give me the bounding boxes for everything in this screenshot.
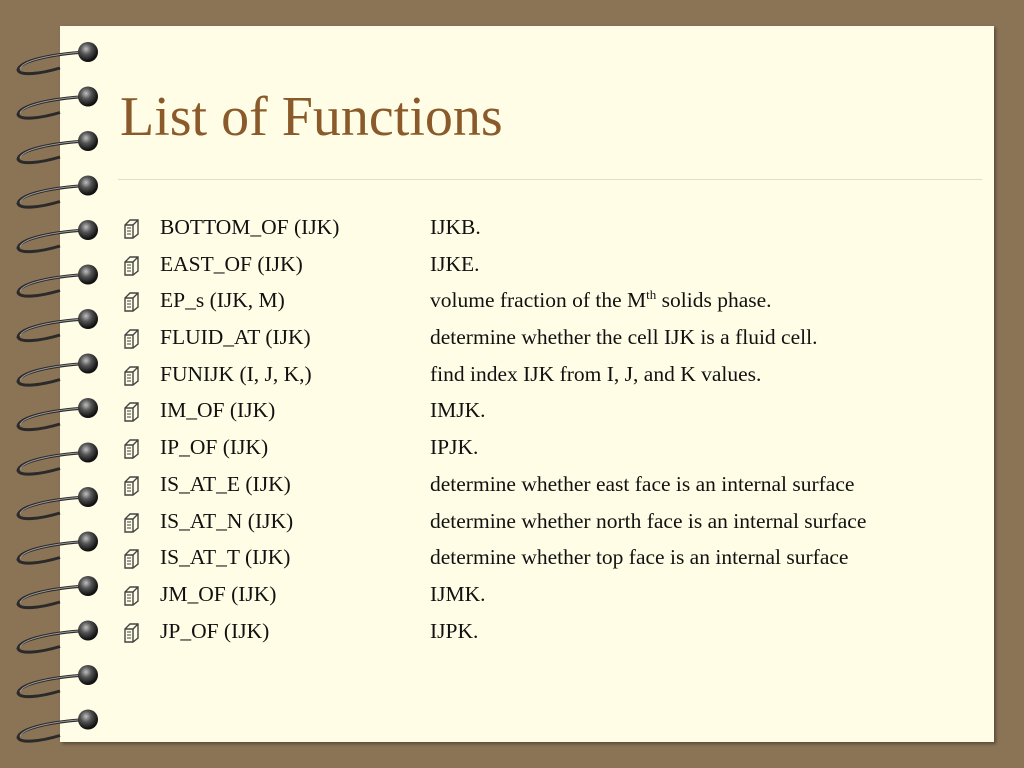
function-description: IPJK.: [430, 435, 479, 460]
function-description: determine whether east face is an internal surface: [430, 471, 855, 496]
notebook-bullet-icon: [122, 583, 142, 607]
function-name: EP_s (IJK, M): [160, 288, 285, 313]
notebook-bullet-icon: [122, 510, 142, 534]
list-item: [120, 285, 980, 322]
list-item: [120, 322, 980, 359]
binding-ring: [78, 710, 98, 730]
spiral-binding-icon: [0, 0, 110, 768]
function-description: volume fraction of the Mth solids phase.: [430, 287, 772, 313]
function-description: determine whether north face is an internal surface: [430, 508, 867, 533]
notebook-bullet-icon: [122, 326, 142, 350]
notebook-bullet-icon: [122, 436, 142, 460]
function-name: IP_OF (IJK): [160, 435, 269, 460]
binding-ring: [78, 309, 98, 329]
function-name: EAST_OF (IJK): [160, 251, 303, 276]
list-item: [120, 469, 980, 506]
binding-ring: [78, 176, 98, 196]
coil-wire: [18, 586, 86, 608]
coil-wire: [18, 186, 86, 208]
function-name: IS_AT_N (IJK): [160, 508, 294, 533]
notebook-bullet-icon: [122, 620, 142, 644]
coil-wire: [18, 408, 86, 430]
coil-wire: [18, 631, 86, 653]
function-list: [120, 212, 980, 652]
notebook-bullet-icon: [122, 546, 142, 570]
function-description: determine whether top face is an internal surface: [430, 545, 849, 570]
notebook-bullet-icon: [122, 253, 142, 277]
function-description: find index IJK from I, J, and K values.: [430, 361, 762, 386]
function-name: JM_OF (IJK): [160, 581, 277, 606]
binding-ring: [78, 42, 98, 62]
function-name: FLUID_AT (IJK): [160, 325, 311, 350]
binding-ring: [78, 576, 98, 596]
list-item: [120, 395, 980, 432]
coil-wire: [18, 497, 86, 519]
function-name: BOTTOM_OF (IJK): [160, 215, 340, 239]
notebook-bullet-icon: [122, 399, 142, 423]
list-item: [120, 249, 980, 286]
function-description: IJKB.: [430, 215, 481, 239]
binding-ring: [78, 220, 98, 240]
binding-ring: [78, 665, 98, 685]
function-name: JP_OF (IJK): [160, 618, 270, 643]
notebook-bullet-icon: [122, 363, 142, 387]
binding-ring: [78, 398, 98, 418]
function-name: IS_AT_T (IJK): [160, 545, 291, 570]
list-item: [120, 432, 980, 469]
function-name: IM_OF (IJK): [160, 398, 276, 423]
function-description: determine whether the cell IJK is a fluid cell.: [430, 325, 818, 350]
notebook-bullet-icon: [122, 473, 142, 497]
notebook-bullet-icon: [122, 216, 142, 240]
coil-wire: [18, 52, 86, 74]
superscript: th: [646, 287, 657, 303]
title-divider: [118, 179, 982, 180]
function-name: IS_AT_E (IJK): [160, 471, 291, 496]
binding-ring: [78, 487, 98, 507]
function-name: FUNIJK (I, J, K,): [160, 361, 312, 386]
coil-wire: [18, 97, 86, 119]
coil-wire: [18, 364, 86, 386]
function-description: IJMK.: [430, 581, 486, 606]
binding-ring: [78, 265, 98, 285]
coil-wire: [18, 542, 86, 564]
coil-wire: [18, 453, 86, 475]
binding-ring: [78, 87, 98, 107]
list-item: [120, 212, 980, 249]
coil-wire: [18, 720, 86, 742]
binding-ring: [78, 621, 98, 641]
list-item: [120, 616, 980, 653]
function-description: IJPK.: [430, 618, 479, 643]
binding-ring: [78, 443, 98, 463]
coil-wire: [18, 275, 86, 297]
binding-ring: [78, 131, 98, 151]
coil-wire: [18, 675, 86, 697]
function-description: IJKE.: [430, 251, 480, 276]
list-item: [120, 542, 980, 579]
slide-title: List of Functions: [120, 86, 503, 148]
list-item: [120, 579, 980, 616]
function-description: IMJK.: [430, 398, 486, 423]
list-item: [120, 359, 980, 396]
notebook-bullet-icon: [122, 289, 142, 313]
coil-wire: [18, 141, 86, 163]
coil-wire: [18, 230, 86, 252]
coil-wire: [18, 319, 86, 341]
binding-ring: [78, 354, 98, 374]
list-item: [120, 506, 980, 543]
binding-ring: [78, 532, 98, 552]
